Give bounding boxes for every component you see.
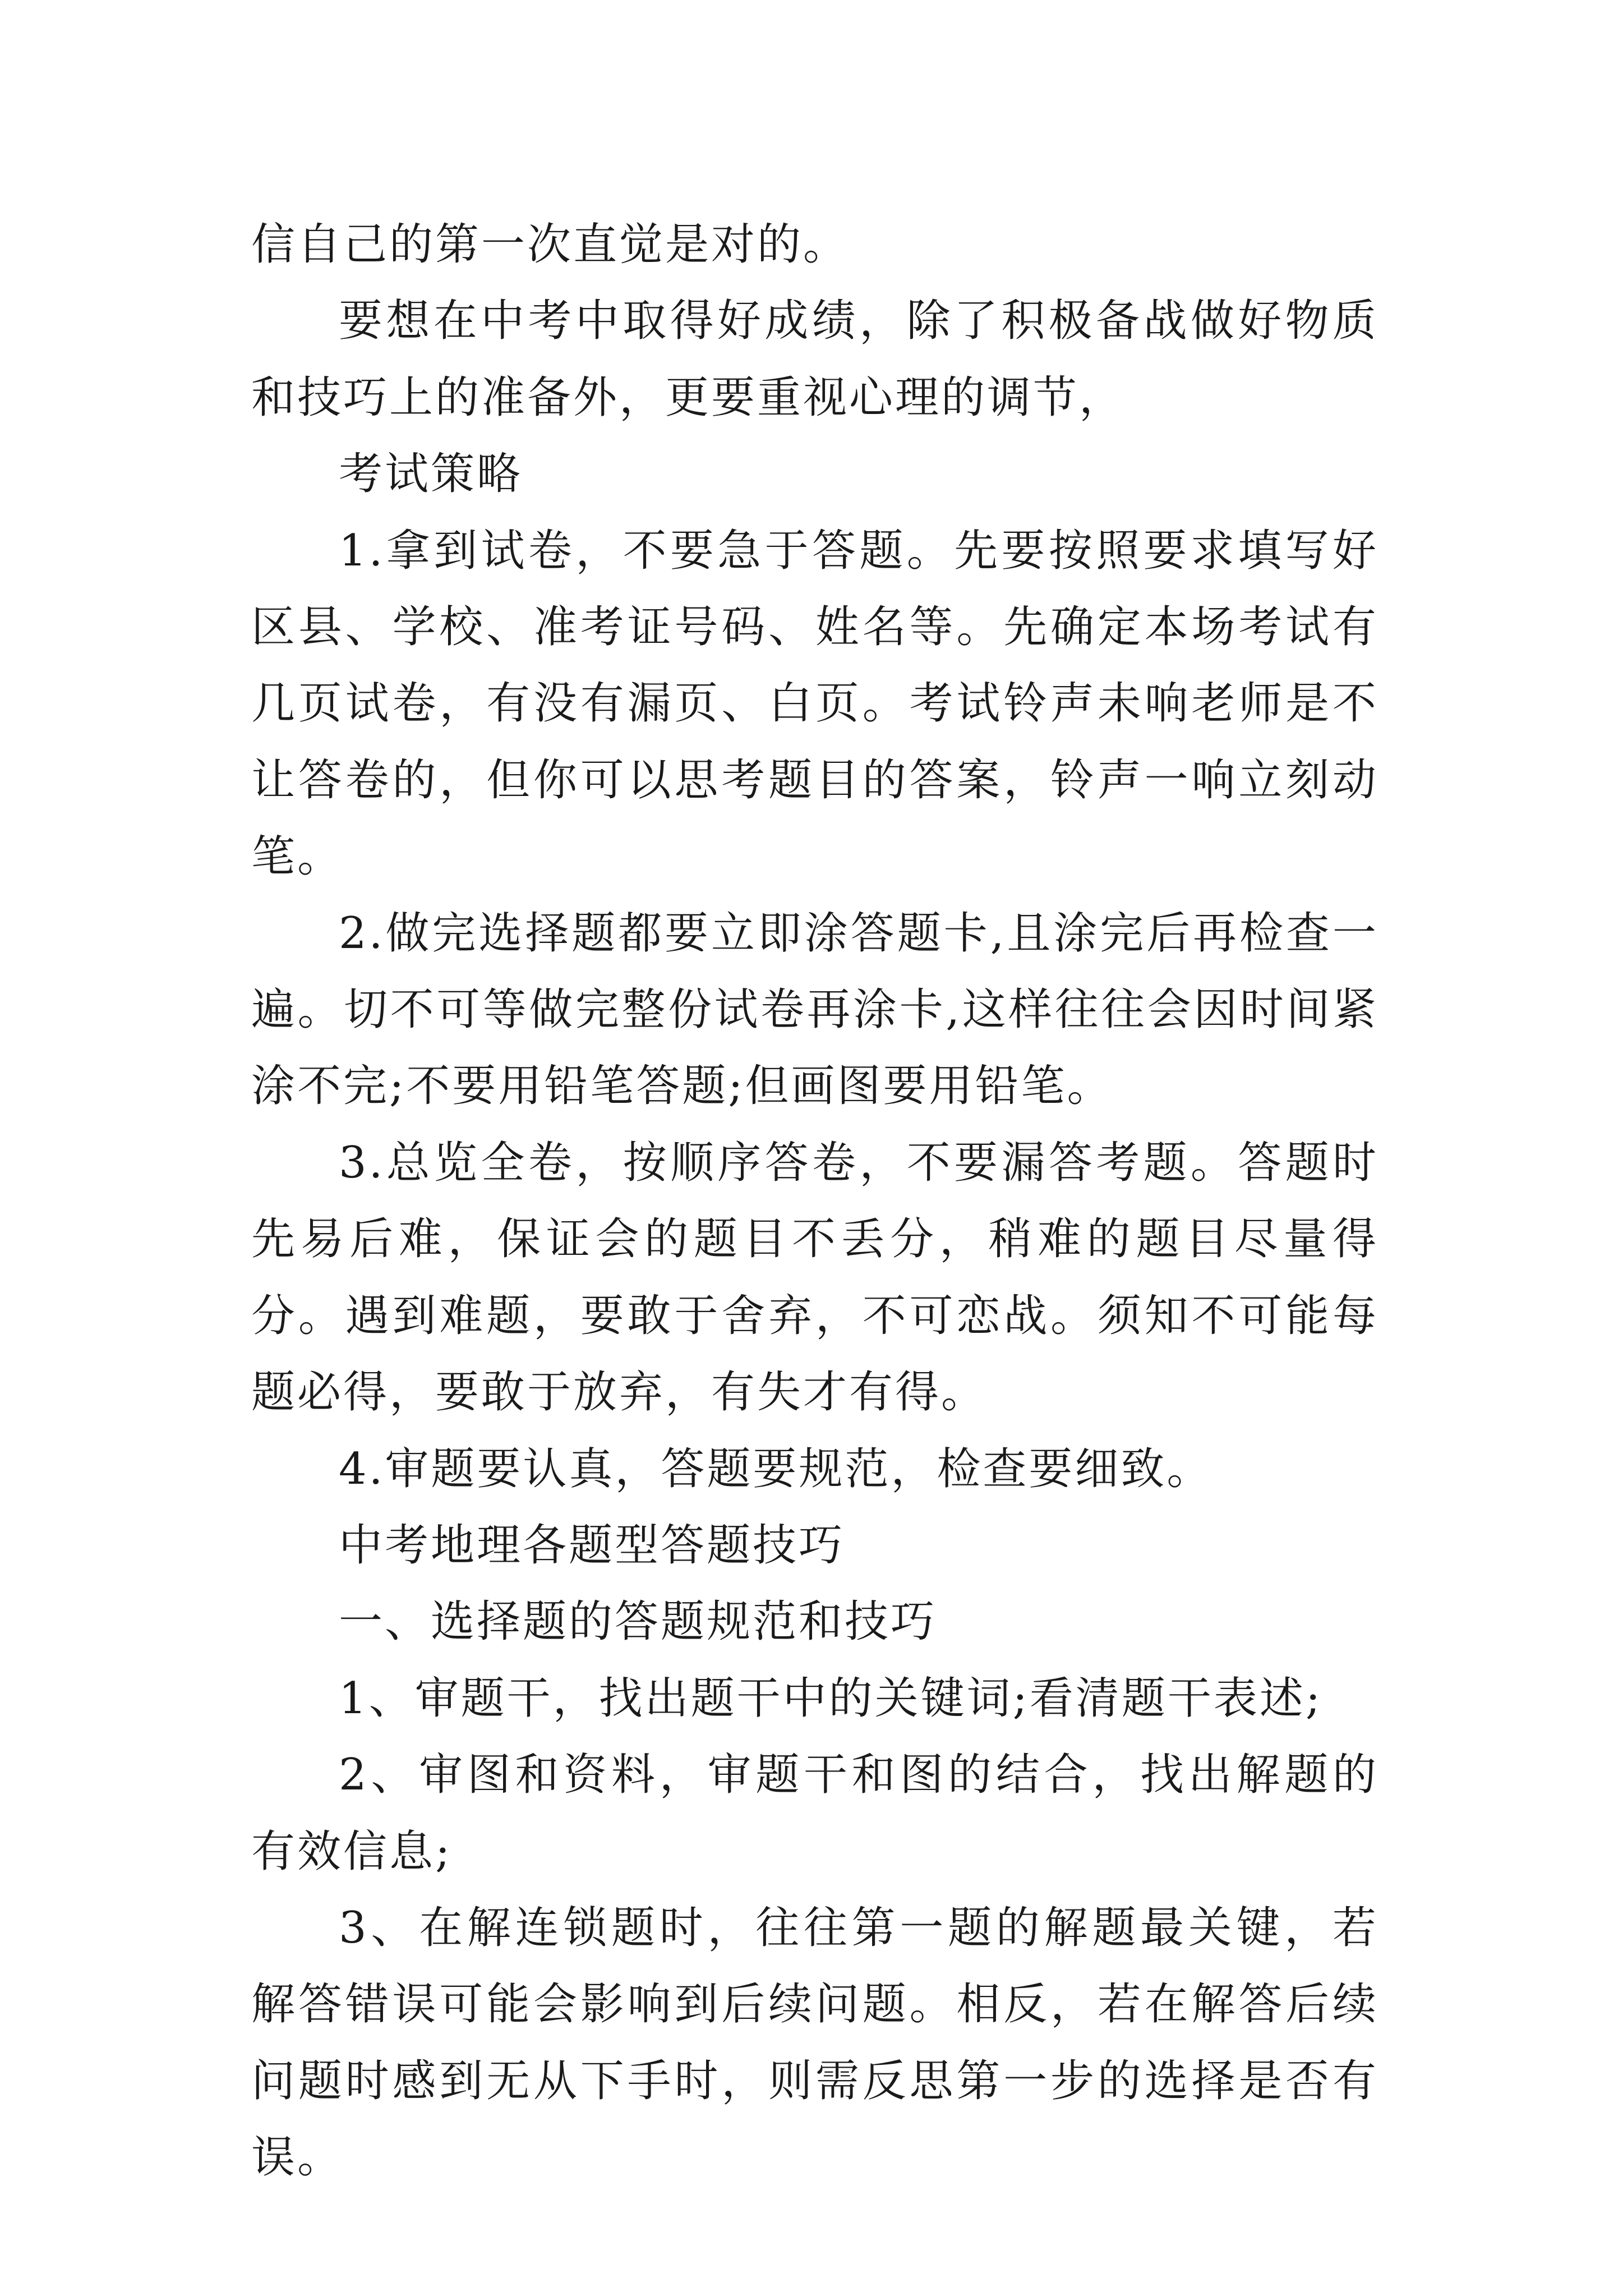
- paragraph-1: 信自己的第一次直觉是对的。: [251, 219, 850, 270]
- section-heading-exam-strategy: 考试策略: [339, 449, 523, 500]
- section-heading-geography-tips: 中考地理各题型答题技巧: [339, 1520, 845, 1571]
- strategy-item-3: 3.总览全卷，按顺序答卷，不要漏答考题。答题时先易后难，保证会的题目不丢分，稍难的题目尽量得分。遇到难题，要敢于舍弃，不可恋战。须知不可能每题必得，要敢于放弃，有失才有得。: [251, 1137, 1378, 1418]
- strategy-item-2: 2.做完选择题都要立即涂答题卡,且涂完后再检查一遍。切不可等做完整份试卷再涂卡,这样往往会因时间紧涂不完;不要用铅笔答题;但画图要用铅笔。: [251, 908, 1378, 1112]
- choice-tip-1: 1、审题干，找出题干中的关键词;看清题干表述;: [339, 1673, 1323, 1724]
- choice-tip-2: 2、审图和资料，审题干和图的结合，找出解题的有效信息;: [251, 1750, 1378, 1877]
- subsection-heading-choice-questions: 一、选择题的答题规范和技巧: [339, 1596, 937, 1648]
- document-body: [251, 206, 1378, 2196]
- paragraph-2: 要想在中考中取得好成绩，除了积极备战做好物质和技巧上的准备外，更要重视心理的调节，: [251, 296, 1378, 423]
- strategy-item-1: 1.拿到试卷，不要急于答题。先要按照要求填写好区县、学校、准考证号码、姓名等。先确定本场考试有几页试卷，有没有漏页、白页。考试铃声未响老师是不让答卷的，但你可以思考题目的答案，铃声一响立刻动笔。: [251, 525, 1378, 882]
- choice-tip-3: 3、在解连锁题时，往往第一题的解题最关键，若解答错误可能会影响到后续问题。相反，若在解答后续问题时感到无从下手时，则需反思第一步的选择是否有误。: [251, 1902, 1378, 2183]
- strategy-item-4: 4.审题要认真，答题要规范，检查要细致。: [339, 1443, 1213, 1494]
